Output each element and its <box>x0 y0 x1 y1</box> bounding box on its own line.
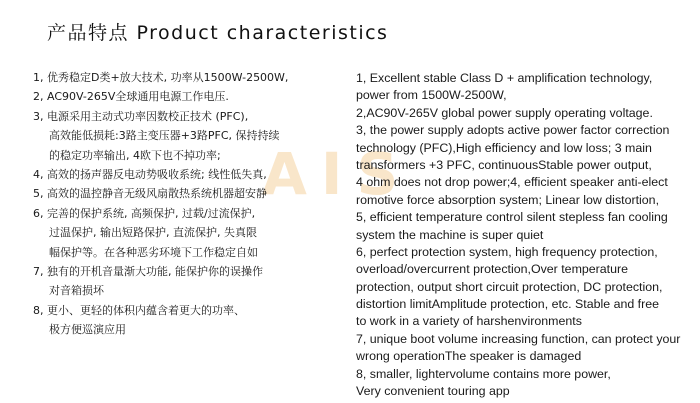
english-feature-line: 1, Excellent stable Class D + amplification technology, <box>356 71 653 85</box>
chinese-feature-line: 1, 优秀稳定D类+放大技术, 功率从1500W-2500W, <box>33 71 289 84</box>
chinese-feature-line: 极方便巡演应用 <box>49 323 126 337</box>
english-feature-line: romotive force absorption system; Linear low distortion, <box>356 192 660 207</box>
english-feature-line: to work in a variety of harshenvironments <box>356 314 582 329</box>
chinese-feature-line: 5, 高效的温控静音无级风扇散热系统机器超安静 <box>33 187 267 201</box>
english-feature-line: 7, unique boot volume increasing function, can protect your <box>356 331 681 346</box>
english-feature-line: technology (PFC),High efficiency and low loss; 3 main <box>356 140 652 155</box>
brand-watermark: AIS <box>262 140 413 208</box>
chinese-feature-line: 6, 完善的保护系统, 高频保护, 过载/过流保护, <box>33 206 256 220</box>
english-feature-line: 6, perfect protection system, high frequency protection, <box>356 244 658 259</box>
english-feature-line: 2,AC90V-265V global power supply operating voltage. <box>356 105 653 120</box>
chinese-feature-line: 对音箱损坏 <box>49 284 104 298</box>
english-feature-list <box>356 70 696 400</box>
chinese-feature-line: 的稳定功率输出, 4欧下也不掉功率; <box>49 148 221 162</box>
chinese-feature-line: 3, 电源采用主动式功率因数校正技术 (PFC), <box>33 109 249 123</box>
english-feature-line: 8, smaller, lightervolume contains more power, <box>356 366 611 381</box>
chinese-feature-line: 过温保护, 输出短路保护, 直流保护, 失真限 <box>49 226 257 240</box>
english-feature-line: protection, output short circuit protection, DC protection, <box>356 279 663 294</box>
page-title: 产品特点 Product characteristics <box>47 22 389 44</box>
chinese-feature-line: 高效能低损耗:3路主变压器+3路PFC, 保持持续 <box>49 129 280 143</box>
english-feature-line: system the machine is super quiet <box>356 227 544 242</box>
english-feature-line: power from 1500W-2500W, <box>356 88 507 103</box>
chinese-feature-line: 8, 更小、更轻的体积内蕴含着更大的功率、 <box>33 303 245 317</box>
english-feature-line: 3, the power supply adopts active power factor correction <box>356 123 670 138</box>
chinese-feature-list <box>33 68 333 339</box>
english-feature-line: 4 ohm does not drop power;4, efficient speaker anti-elect <box>356 175 668 190</box>
chinese-feature-line: 4, 高效的扬声器反电动势吸收系统; 线性低失真, <box>33 167 267 181</box>
chinese-feature-line: 2, AC90V-265V全球通用电源工作电压. <box>33 90 229 104</box>
english-feature-line: distortion limitAmplitude protection, etc. Stable and free <box>356 297 660 312</box>
english-feature-line: wrong operationThe speaker is damaged <box>356 349 582 364</box>
chinese-feature-line: 7, 独有的开机音量渐大功能, 能保护你的误操作 <box>33 264 263 278</box>
english-feature-line: transformers +3 PFC, continuousStable power output, <box>356 157 652 172</box>
english-feature-line: 5, efficient temperature control silent stepless fan cooling <box>356 210 668 225</box>
english-feature-line: overload/overcurrent protection,Over temperature <box>356 262 629 277</box>
english-feature-line: Very convenient touring app <box>356 384 510 399</box>
chinese-feature-line: 幅保护等。在各种恶劣环境下工作稳定自如 <box>49 245 258 259</box>
